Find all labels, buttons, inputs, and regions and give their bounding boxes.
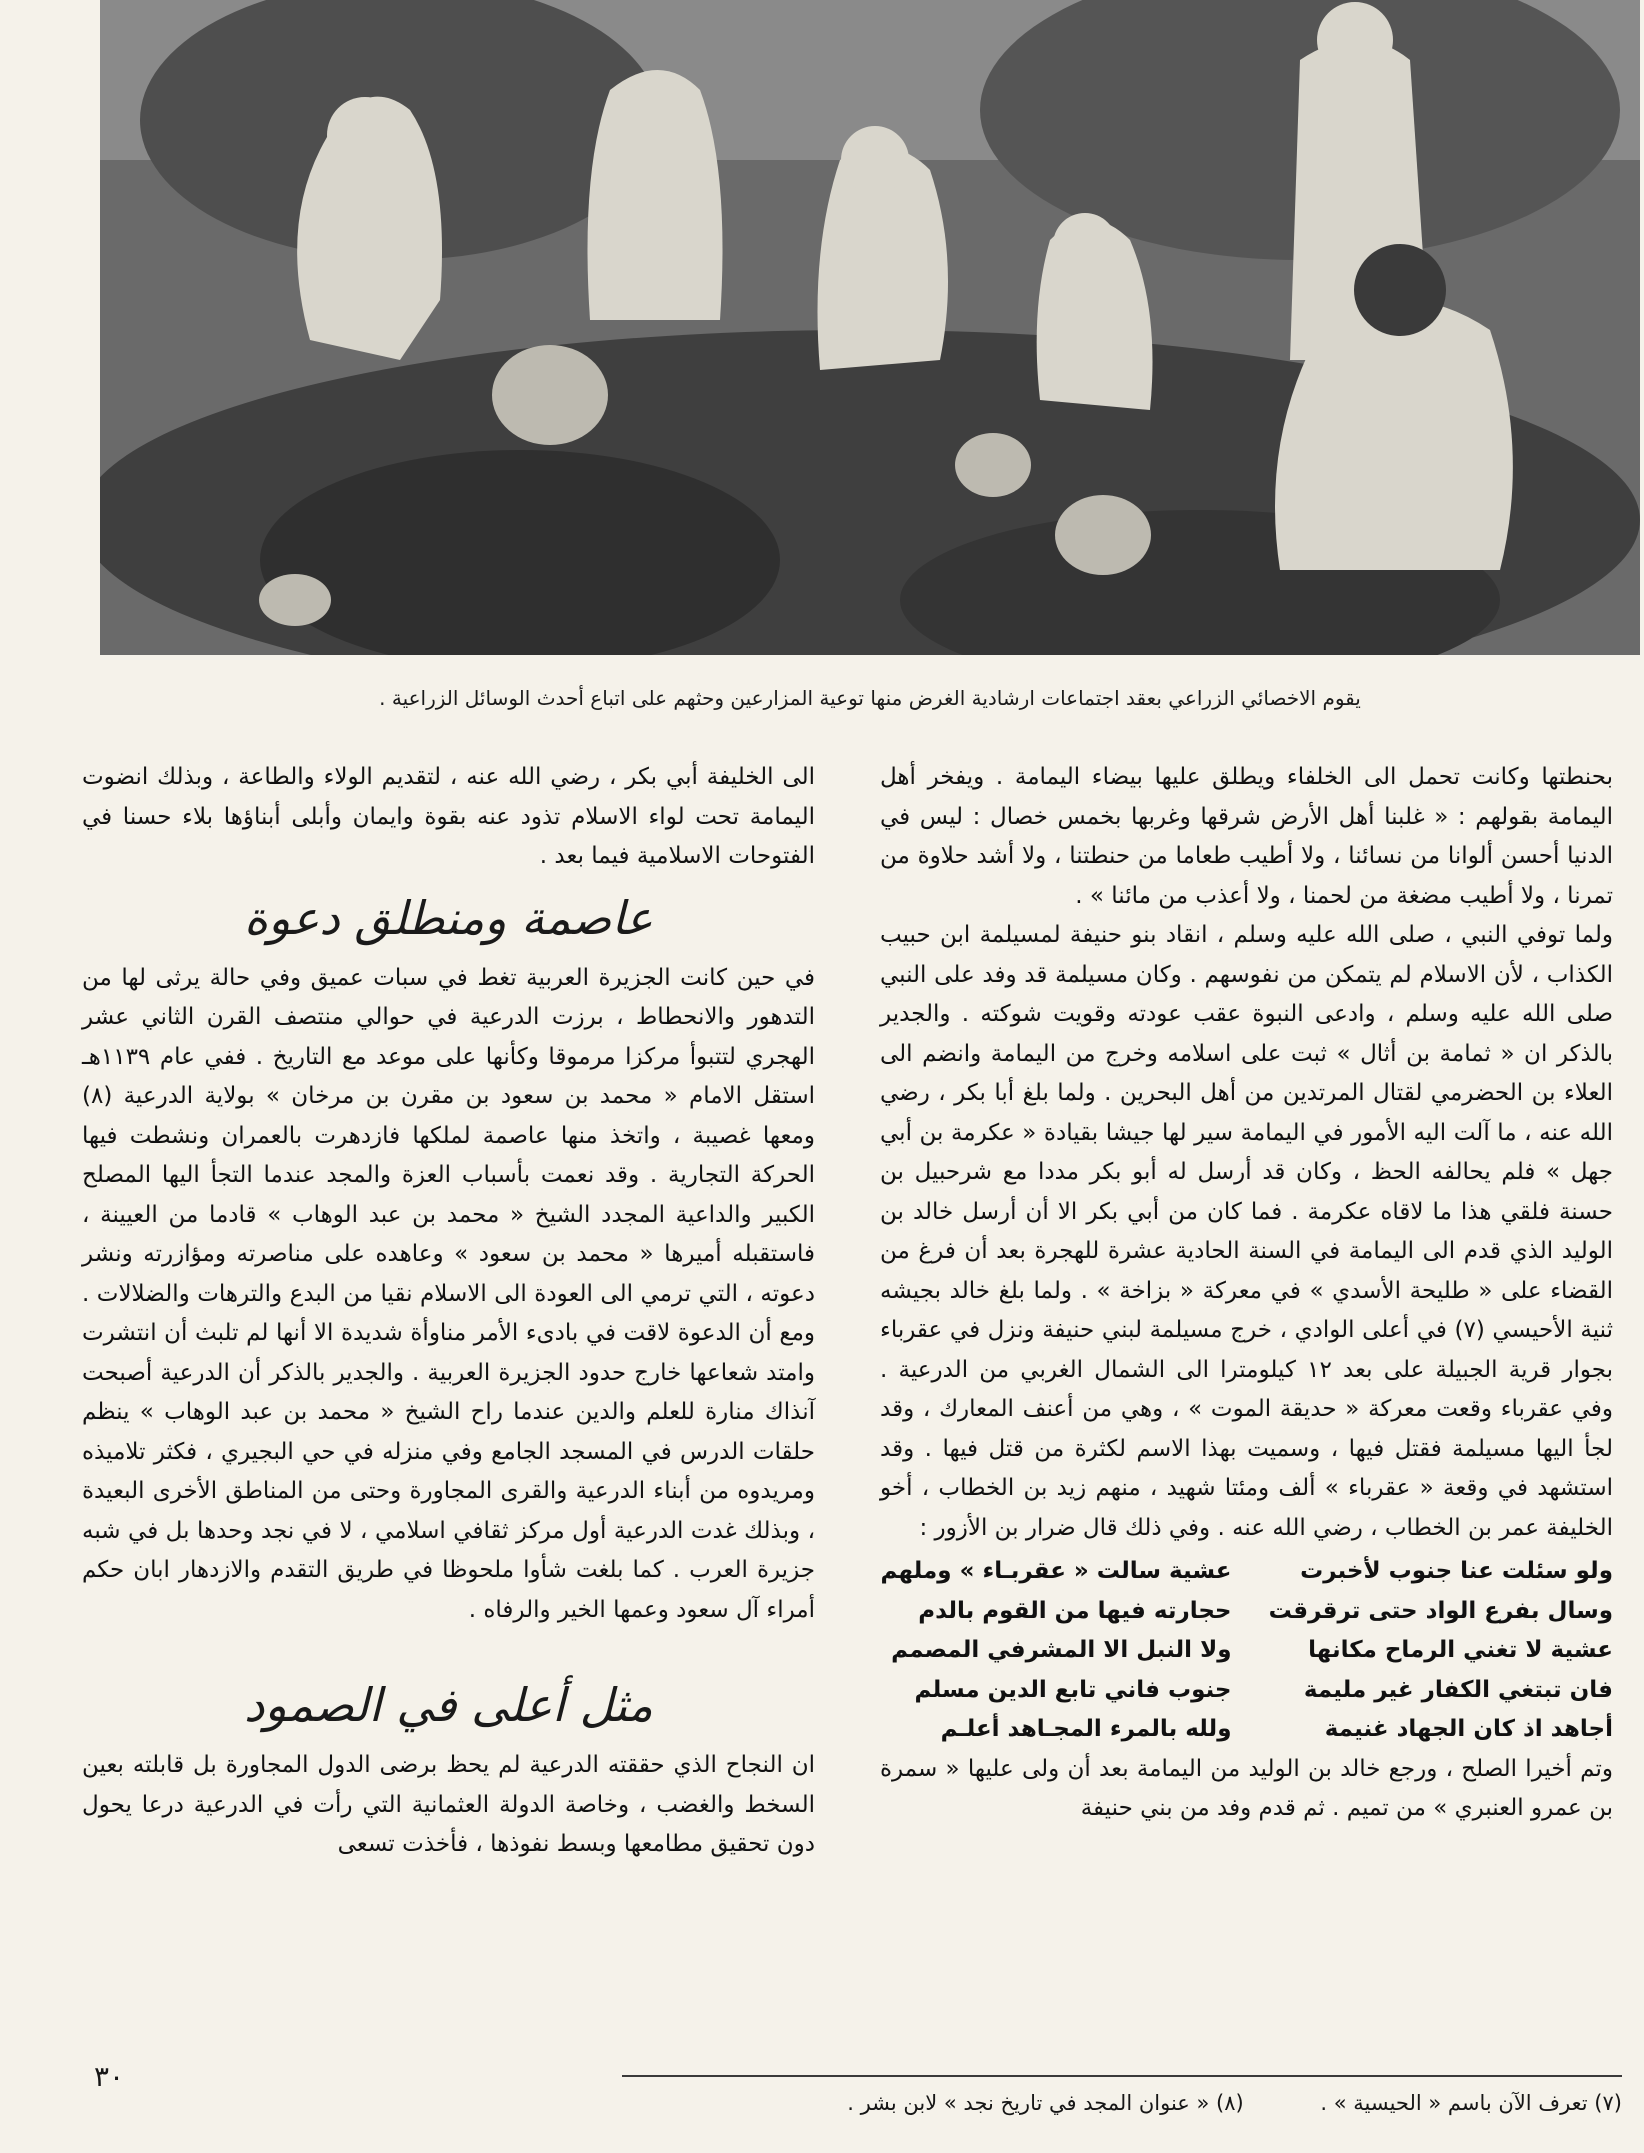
farmers-photograph <box>100 0 1640 655</box>
section-heading-steadfastness: مثل أعلى في الصمود <box>244 1678 653 1732</box>
poem-line-2-first: وسال بفرع الواد حتى ترقرقت <box>1268 1597 1613 1624</box>
left-column <box>82 758 815 1865</box>
page-number: ٣٠ <box>94 2060 125 2093</box>
poem-line-4-second: جنوب فاني تابع الدين مسلم <box>914 1676 1232 1703</box>
poem-line-3-second: ولا النبل الا المشرفي المصمم <box>891 1637 1232 1663</box>
photograph-farmers-in-field-icon <box>100 0 1640 655</box>
poem-line-1-first: ولو سئلت عنا جنوب لأخبرت <box>1300 1558 1613 1584</box>
footnotes <box>622 2085 1622 2121</box>
photo-caption: يقوم الاخصائي الزراعي بعقد اجتماعات ارشادية الغرض منها توعية المزارعين وحثهم على اتباع أحدث الوسائل الزراعية . <box>379 686 1361 710</box>
right-column <box>880 758 1613 1829</box>
poem <box>880 1552 1613 1750</box>
right-closing-paragraph: وتم أخيرا الصلح ، ورجع خالد بن الوليد من اليمامة بعد أن ولى عليها « سمرة بن عمرو العنبري » من تميم . ثم قدم وفد من بني حنيفة <box>880 1755 1613 1821</box>
left-intro-paragraph: الى الخليفة أبي بكر ، رضي الله عنه ، لتقديم الولاء والطاعة ، وبذلك انضوت اليمامة تحت لواء الاسلام تذود عنه بقوة وايمان وأبلى أبناؤها بلاء حسنا في الفتوحات الاسلامية فيما بعد . <box>82 764 815 869</box>
poem-line-4-first: فان تبتغي الكفار غير مليمة <box>1303 1676 1613 1703</box>
section-heading-capital: عاصمة ومنطلق دعوة <box>244 890 653 945</box>
right-paragraph-2: ولما توفي النبي ، صلى الله عليه وسلم ، انقاد بنو حنيفة لمسيلمة ابن حبيب الكذاب ، لأن الاسلام لم يتمكن من نفوسهم . وكان مسيلمة قد وفد على النبي صلى الله عليه وسلم ، وادعى النبوة عقب عودته وقويت شوكته . والجدير بالذكر ان « ثمامة بن أثال » ثبت على اسلامه وخرج من اليمامة وانضم الى العلاء بن الحضرمي لقتال المرتدين من أهل البحرين . ولما بلغ أبا بكر ، رضي الله عنه ، ما آلت اليه الأمور في اليمامة سير لها جيشا بقيادة « عكرمة بن أبي جهل » فلم يحالفه الحظ ، وكان قد أرسل له أبو بكر مددا مع شرحبيل بن حسنة فلقي هذا ما لاقاه عكرمة . فما كان من أبي بكر الا أن أرسل خالد بن الوليد الذي قدم الى اليمامة في السنة الحادية عشرة للهجرة بعد أن فرغ من القضاء على « طليحة الأسدي » في معركة « بزاخة » . ولما بلغ خالد بجيشه ثنية الأحيسي (٧) في أعلى الوادي ، خرج مسيلمة لبني حنيفة ونزل في عقرباء بجوار قرية الجبيلة على بعد ١٢ كيلومترا الى الشمال الغربي من الدرعية . وفي عقرباء وقعت معركة « حديقة الموت » ، وهي من أعنف المعارك ، وقد لجأ اليها مسيلمة فقتل فيها ، وسميت بهذا الاسم لكثرة من قتل فيها . وقد استشهد في وقعة « عقرباء » ألف ومئتا شهيد ، منهم زيد بن الخطاب ، أخو الخليفة عمر بن الخطاب ، رضي الله عنه . وفي ذلك قال ضرار بن الأزور : <box>880 922 1614 1541</box>
section-paragraph-steadfastness: ان النجاح الذي حققته الدرعية لم يحظ برضى الدول المجاورة بل قابلته بعين السخط والغضب ، وخاصة الدولة العثمانية التي رأت في الدرعية درعا يحول دون تحقيق مطامعها وبسط نفوذها ، فأخذت تسعى <box>82 1752 815 1857</box>
poem-line-1-second: عشية سالت « عقربـاء » وملهم <box>880 1558 1232 1584</box>
poem-line-5-first: أجاهد اذ كان الجهاد غنيمة <box>1324 1716 1613 1742</box>
footnote-7: (٧) تعرف الآن باسم « الحيسية » . <box>1320 2091 1622 2115</box>
poem-line-5-second: ولله بالمرء المجـاهد أعلـم <box>940 1716 1232 1742</box>
footnote-divider <box>622 2075 1622 2077</box>
section-paragraph-capital: في حين كانت الجزيرة العربية تغط في سبات عميق وفي حالة يرثى لها من التدهور والانحطاط ، برزت الدرعية في حوالي منتصف القرن الثاني عشر الهجري لتتبوأ مركزا مرموقا وكأنها على موعد مع التاريخ . ففي عام ١١٣٩هـ استقل الامام « محمد بن سعود بن مقرن بن مرخان » بولاية الدرعية (٨) ومعها غصيبة ، واتخذ منها عاصمة لملكها فازدهرت بالعمران ونشطت فيها الحركة التجارية . وقد نعمت بأسباب العزة والمجد عندما التجأ اليها المصلح الكبير والداعية المجدد الشيخ « محمد بن عبد الوهاب » قادما من العيينة ، فاستقبله أميرها « محمد بن سعود » وعاهده على مناصرته ومؤازرته ونشر دعوته ، التي ترمي الى العودة الى الاسلام نقيا من البدع والترهات والضلالات . ومع أن الدعوة لاقت في بادىء الأمر مناوأة شديدة الا أنها لم تلبث أن انتشرت وامتد شعاعها خارج حدود الجزيرة العربية . والجدير بالذكر أن الدرعية أصبحت آنذاك منارة للعلم والدين عندما راح الشيخ « محمد بن عبد الوهاب » ينظم حلقات الدرس في المسجد الجامع وفي منزله في حي البجيري ، فكثر تلاميذه ومريدوه من أبناء الدرعية والقرى المجاورة وحتى من المناطق الأخرى البعيدة ، وبذلك غدت الدرعية أول مركز ثقافي اسلامي ، لا في نجد وحدها بل في شبه جزيرة العرب . كما بلغت شأوا ملحوظا في طريق التقدم والازدهار ابان حكم أمراء آل سعود وعمها الخير والرفاه . <box>82 964 815 1623</box>
footnote-8: (٨) « عنوان المجد في تاريخ نجد » لابن بشر . <box>847 2091 1244 2115</box>
right-paragraph-1: بحنطتها وكانت تحمل الى الخلفاء ويطلق عليها بيضاء اليمامة . ويفخر أهل اليمامة بقولهم : « غلبنا أهل الأرض شرقها وغربها بخمس خصال : ليس في الدنيا أحسن ألوانا من نسائنا ، ولا أطيب طعاما من حنطتنا ، ولا أشد حلاوة من تمرنا ، ولا أطيب مضغة من لحمنا ، ولا أعذب من مائنا » . <box>880 764 1613 909</box>
poem-line-2-second: حجارته فيها من القوم بالدم <box>918 1597 1232 1624</box>
poem-line-3-first: عشية لا تغني الرماح مكانها <box>1308 1637 1613 1663</box>
